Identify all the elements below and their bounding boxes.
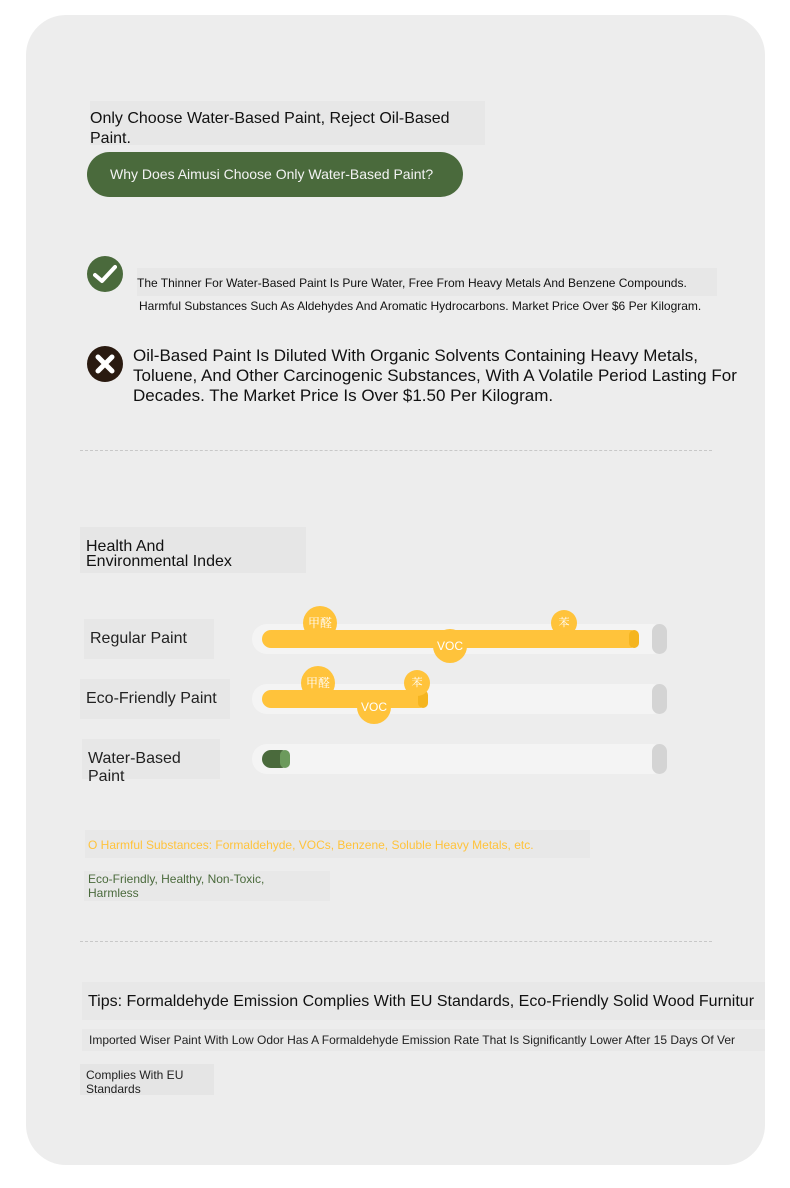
voc-bubble: VOC xyxy=(433,629,467,663)
index-title-line2: Environmental Index xyxy=(86,553,232,570)
why-water-based-button[interactable]: Why Does Aimusi Choose Only Water-Based Paint? xyxy=(87,152,463,197)
benzene-bubble: 苯 xyxy=(551,610,577,636)
water-based-paint-fill xyxy=(262,750,290,768)
benzene-bubble: 苯 xyxy=(404,670,430,696)
content-card xyxy=(26,15,765,1165)
water-based-description-line1: The Thinner For Water-Based Paint Is Pure Water, Free From Heavy Metals And Benzene Compounds. xyxy=(137,268,717,296)
formaldehyde-bubble: 甲醛 xyxy=(303,606,337,640)
page-headline xyxy=(90,101,485,145)
legend-eco-line2: Harmless xyxy=(88,886,139,900)
eco-friendly-paint-fill xyxy=(262,690,428,708)
index-title xyxy=(80,527,306,573)
tips-body: Imported Wiser Paint With Low Odor Has A Formaldehyde Emission Rate That Is Significantly Lower After 15 Days Of Ver xyxy=(82,1029,765,1051)
eco-friendly-paint-bar xyxy=(252,676,667,714)
tips-footer: Complies With EU Standards xyxy=(80,1064,214,1095)
legend-harmful-substances: O Harmful Substances: Formaldehyde, VOCs, Benzene, Soluble Heavy Metals, etc. xyxy=(85,830,590,858)
fill-end-cap xyxy=(629,630,639,648)
track-end-cap xyxy=(652,684,667,714)
check-icon xyxy=(87,256,123,292)
row-label-regular-paint: Regular Paint xyxy=(84,619,214,659)
track-end-cap xyxy=(652,744,667,774)
water-based-description-line2: Harmful Substances Such As Aldehydes And Aromatic Hydrocarbons. Market Price Over $6 Per Kilogram. xyxy=(139,299,702,313)
voc-bubble: VOC xyxy=(357,690,391,724)
fill-end-cap xyxy=(280,750,290,768)
legend-eco-friendly xyxy=(84,871,330,901)
track-end-cap xyxy=(652,624,667,654)
section-divider xyxy=(80,941,712,942)
legend-eco-line1: Eco-Friendly, Healthy, Non-Toxic, xyxy=(88,872,265,886)
formaldehyde-bubble: 甲醛 xyxy=(301,666,335,700)
tips-title: Tips: Formaldehyde Emission Complies With EU Standards, Eco-Friendly Solid Wood Furnitur xyxy=(82,982,765,1020)
headline-text: Only Choose Water-Based Paint, Reject Oil-Based Paint. xyxy=(90,110,450,147)
x-icon xyxy=(87,346,123,382)
regular-paint-bar xyxy=(252,616,667,654)
oil-based-description: Oil-Based Paint Is Diluted With Organic Solvents Containing Heavy Metals, Toluene, And Other Carcinogenic Substances, With A Volatile Period Lasting For Decades. The Market Price Is Over $1.50 Per Kilogram. xyxy=(133,346,737,405)
section-divider xyxy=(80,450,712,451)
row-label-water-based-paint: Water-Based Paint xyxy=(82,739,220,779)
index-title-line1: Health And xyxy=(86,538,165,555)
row-label-eco-friendly-paint: Eco-Friendly Paint xyxy=(80,679,230,719)
water-based-paint-bar xyxy=(252,744,667,774)
